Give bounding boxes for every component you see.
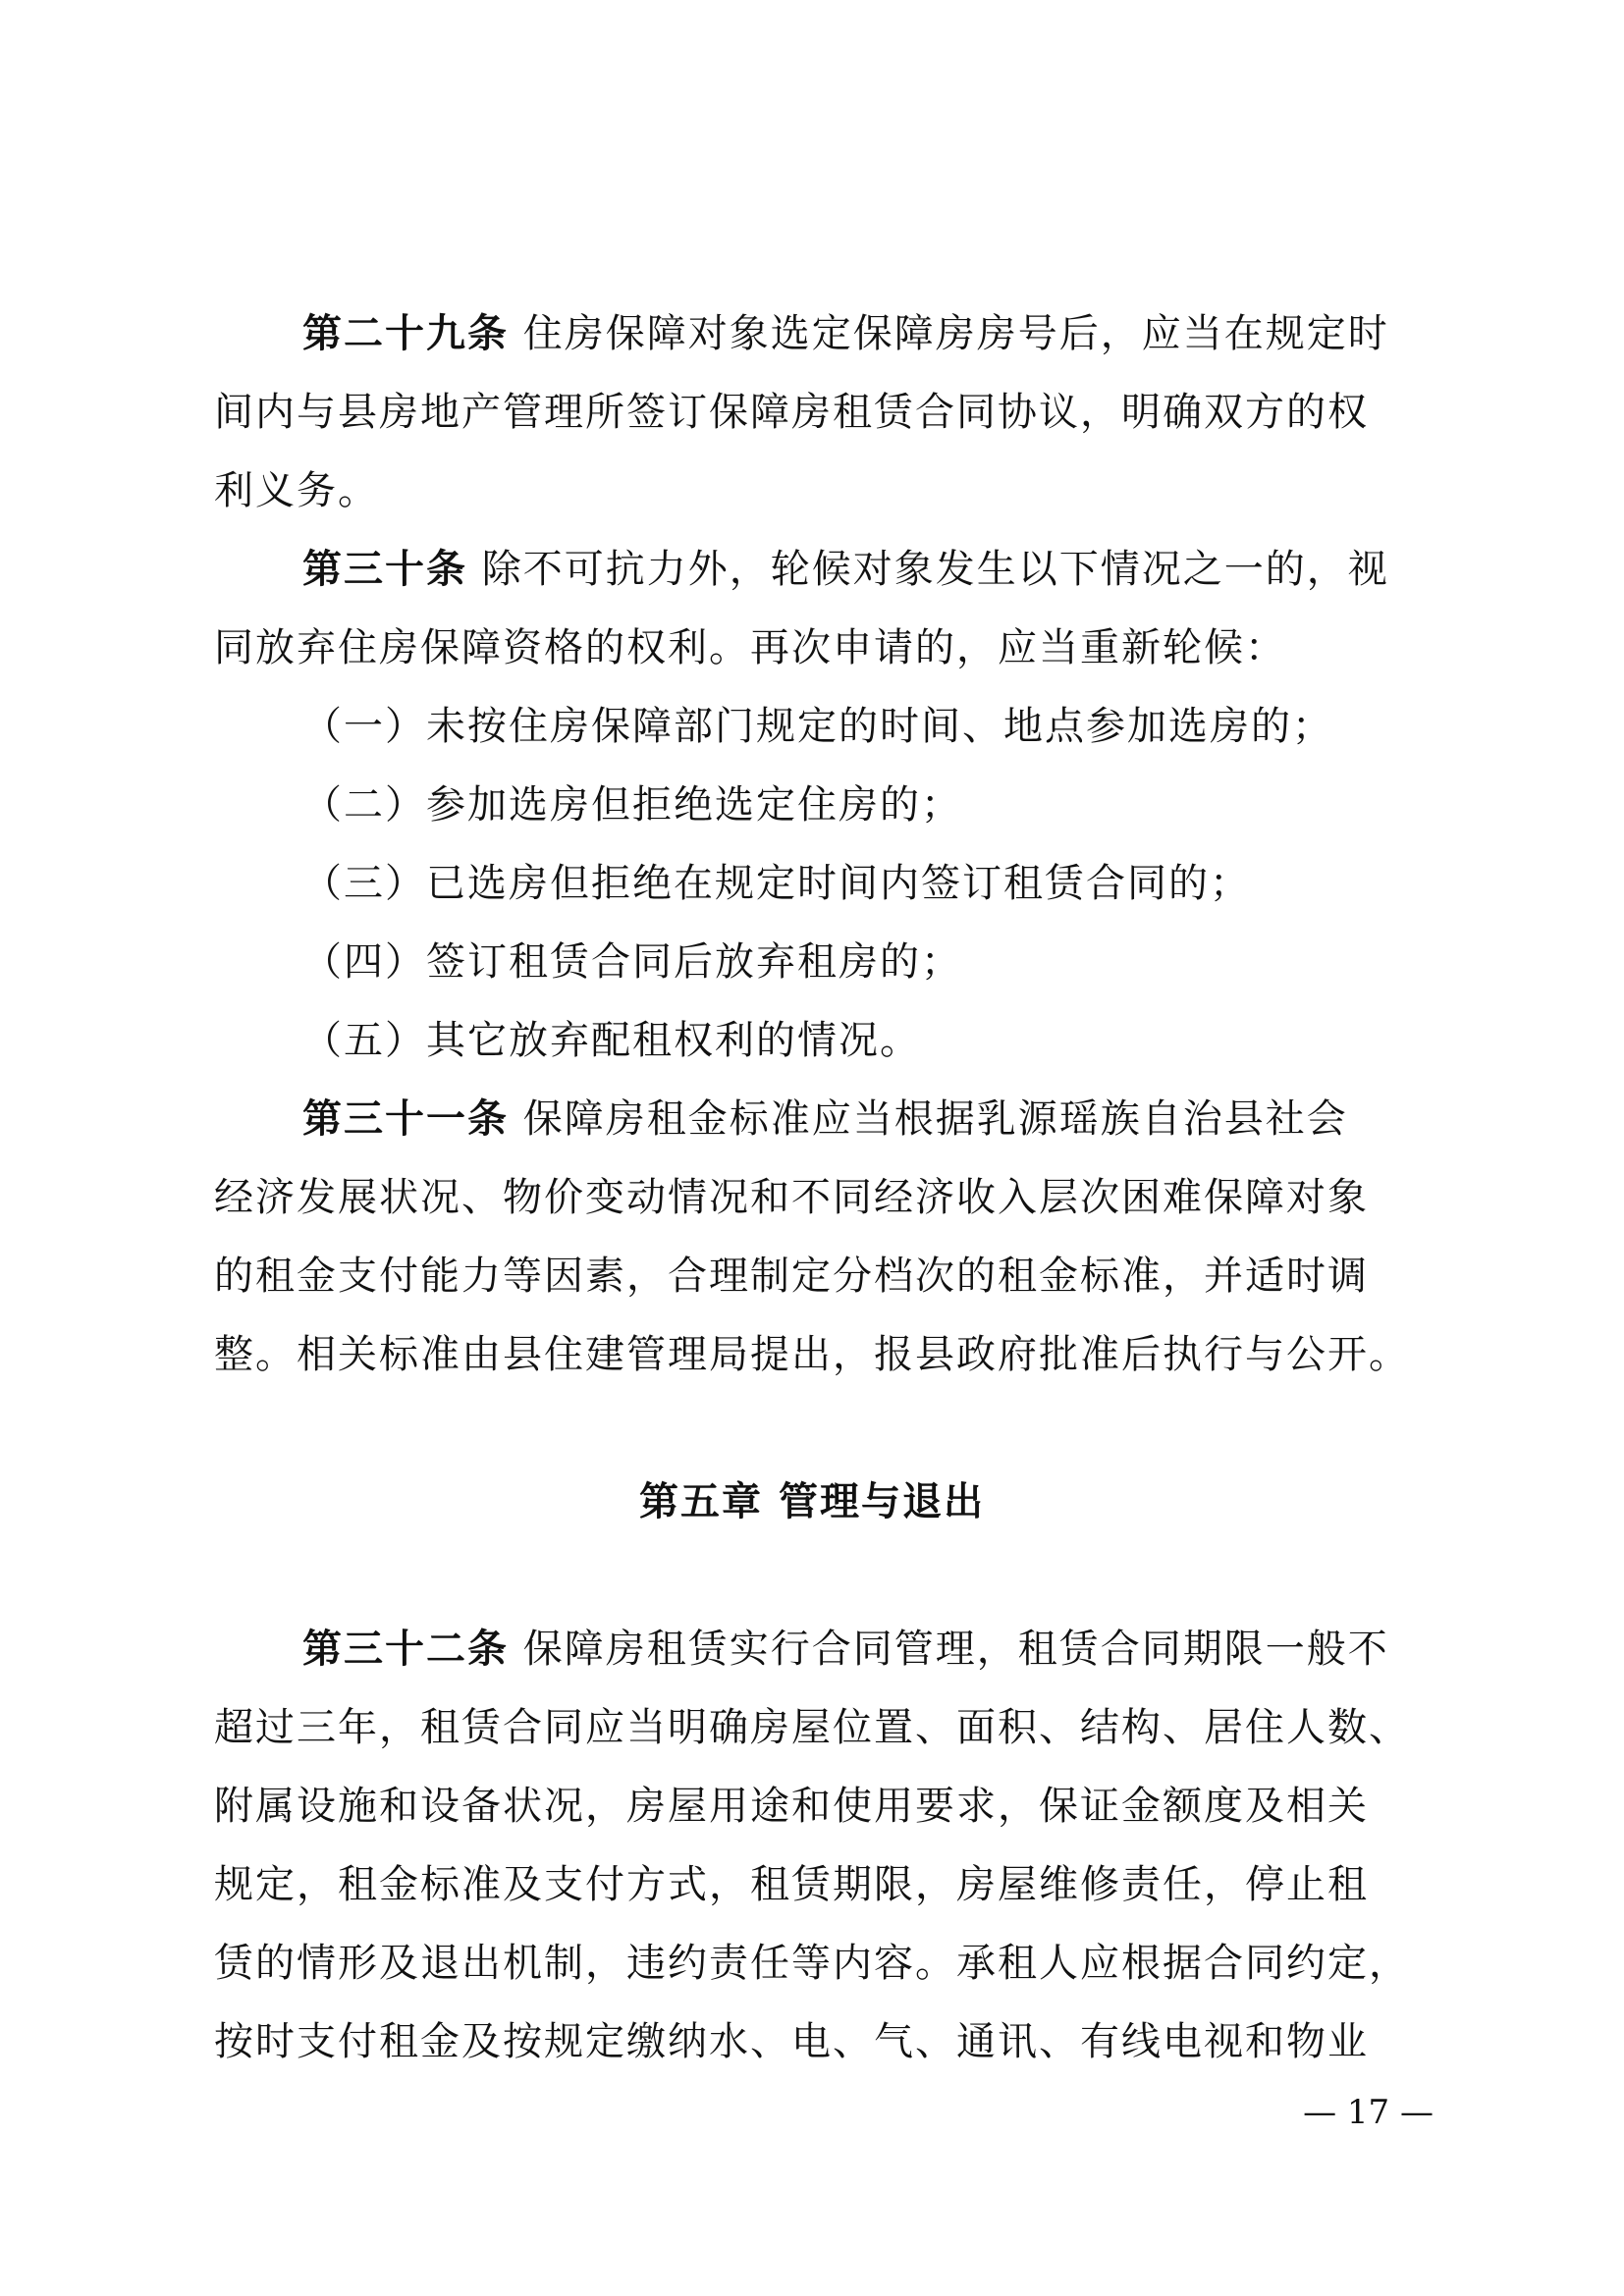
article-32-line: 赁的情形及退出机制，违约责任等内容。承租人应根据合同约定， xyxy=(214,1941,1410,1986)
article-30-line: 同放弃住房保障资格的权利。再次申请的，应当重新轮候： xyxy=(214,625,1286,670)
article-31-line: 的租金支付能力等因素，合理制定分档次的租金标准，并适时调 xyxy=(214,1254,1369,1299)
article-31-line: 整。相关标准由县住建管理局提出，报县政府批准后执行与公开。 xyxy=(214,1332,1410,1377)
article-29-title: 第二十九条 xyxy=(302,311,509,356)
chapter-heading: 第五章 管理与退出 xyxy=(639,1479,985,1524)
article-30-first-line xyxy=(302,545,1428,594)
article-31-first-line xyxy=(302,1095,1428,1144)
article-29-line: 利义务。 xyxy=(214,468,379,513)
article-30-item: （一）未按住房保障部门规定的时间、地点参加选房的； xyxy=(302,704,1333,749)
article-30-item: （四）签订租赁合同后放弃租房的； xyxy=(302,939,962,985)
article-29-line: 间内与县房地产管理所签订保障房租赁合同协议，明确双方的权 xyxy=(214,390,1369,435)
article-31-title: 第三十一条 xyxy=(302,1096,509,1142)
article-30-item: （二）参加选房但拒绝选定住房的； xyxy=(302,782,962,828)
article-29-first-line xyxy=(302,309,1428,358)
article-30-item: （三）已选房但拒绝在规定时间内签订租赁合同的； xyxy=(302,861,1251,906)
page-number: — 17 — xyxy=(1303,2093,1434,2132)
article-31-text: 保障房租金标准应当根据乳源瑶族自治县社会 xyxy=(522,1096,1348,1142)
article-32-text: 保障房租赁实行合同管理，租赁合同期限一般不 xyxy=(522,1627,1389,1672)
article-32-line: 超过三年，租赁合同应当明确房屋位置、面积、结构、居住人数、 xyxy=(214,1705,1410,1750)
article-30-title: 第三十条 xyxy=(302,547,467,592)
article-30-text: 除不可抗力外，轮候对象发生以下情况之一的，视 xyxy=(481,547,1389,592)
article-32-line: 按时支付租金及按规定缴纳水、电、气、通讯、有线电视和物业 xyxy=(214,2019,1369,2064)
article-30-item: （五）其它放弃配租权利的情况。 xyxy=(302,1018,921,1063)
article-32-line: 规定，租金标准及支付方式，租赁期限，房屋维修责任，停止租 xyxy=(214,1862,1369,1907)
article-29-text: 住房保障对象选定保障房房号后，应当在规定时 xyxy=(522,311,1389,356)
article-32-title: 第三十二条 xyxy=(302,1627,509,1672)
article-32-line: 附属设施和设备状况，房屋用途和使用要求，保证金额度及相关 xyxy=(214,1784,1369,1829)
article-31-line: 经济发展状况、物价变动情况和不同经济收入层次困难保障对象 xyxy=(214,1175,1369,1220)
article-32-first-line xyxy=(302,1625,1428,1674)
